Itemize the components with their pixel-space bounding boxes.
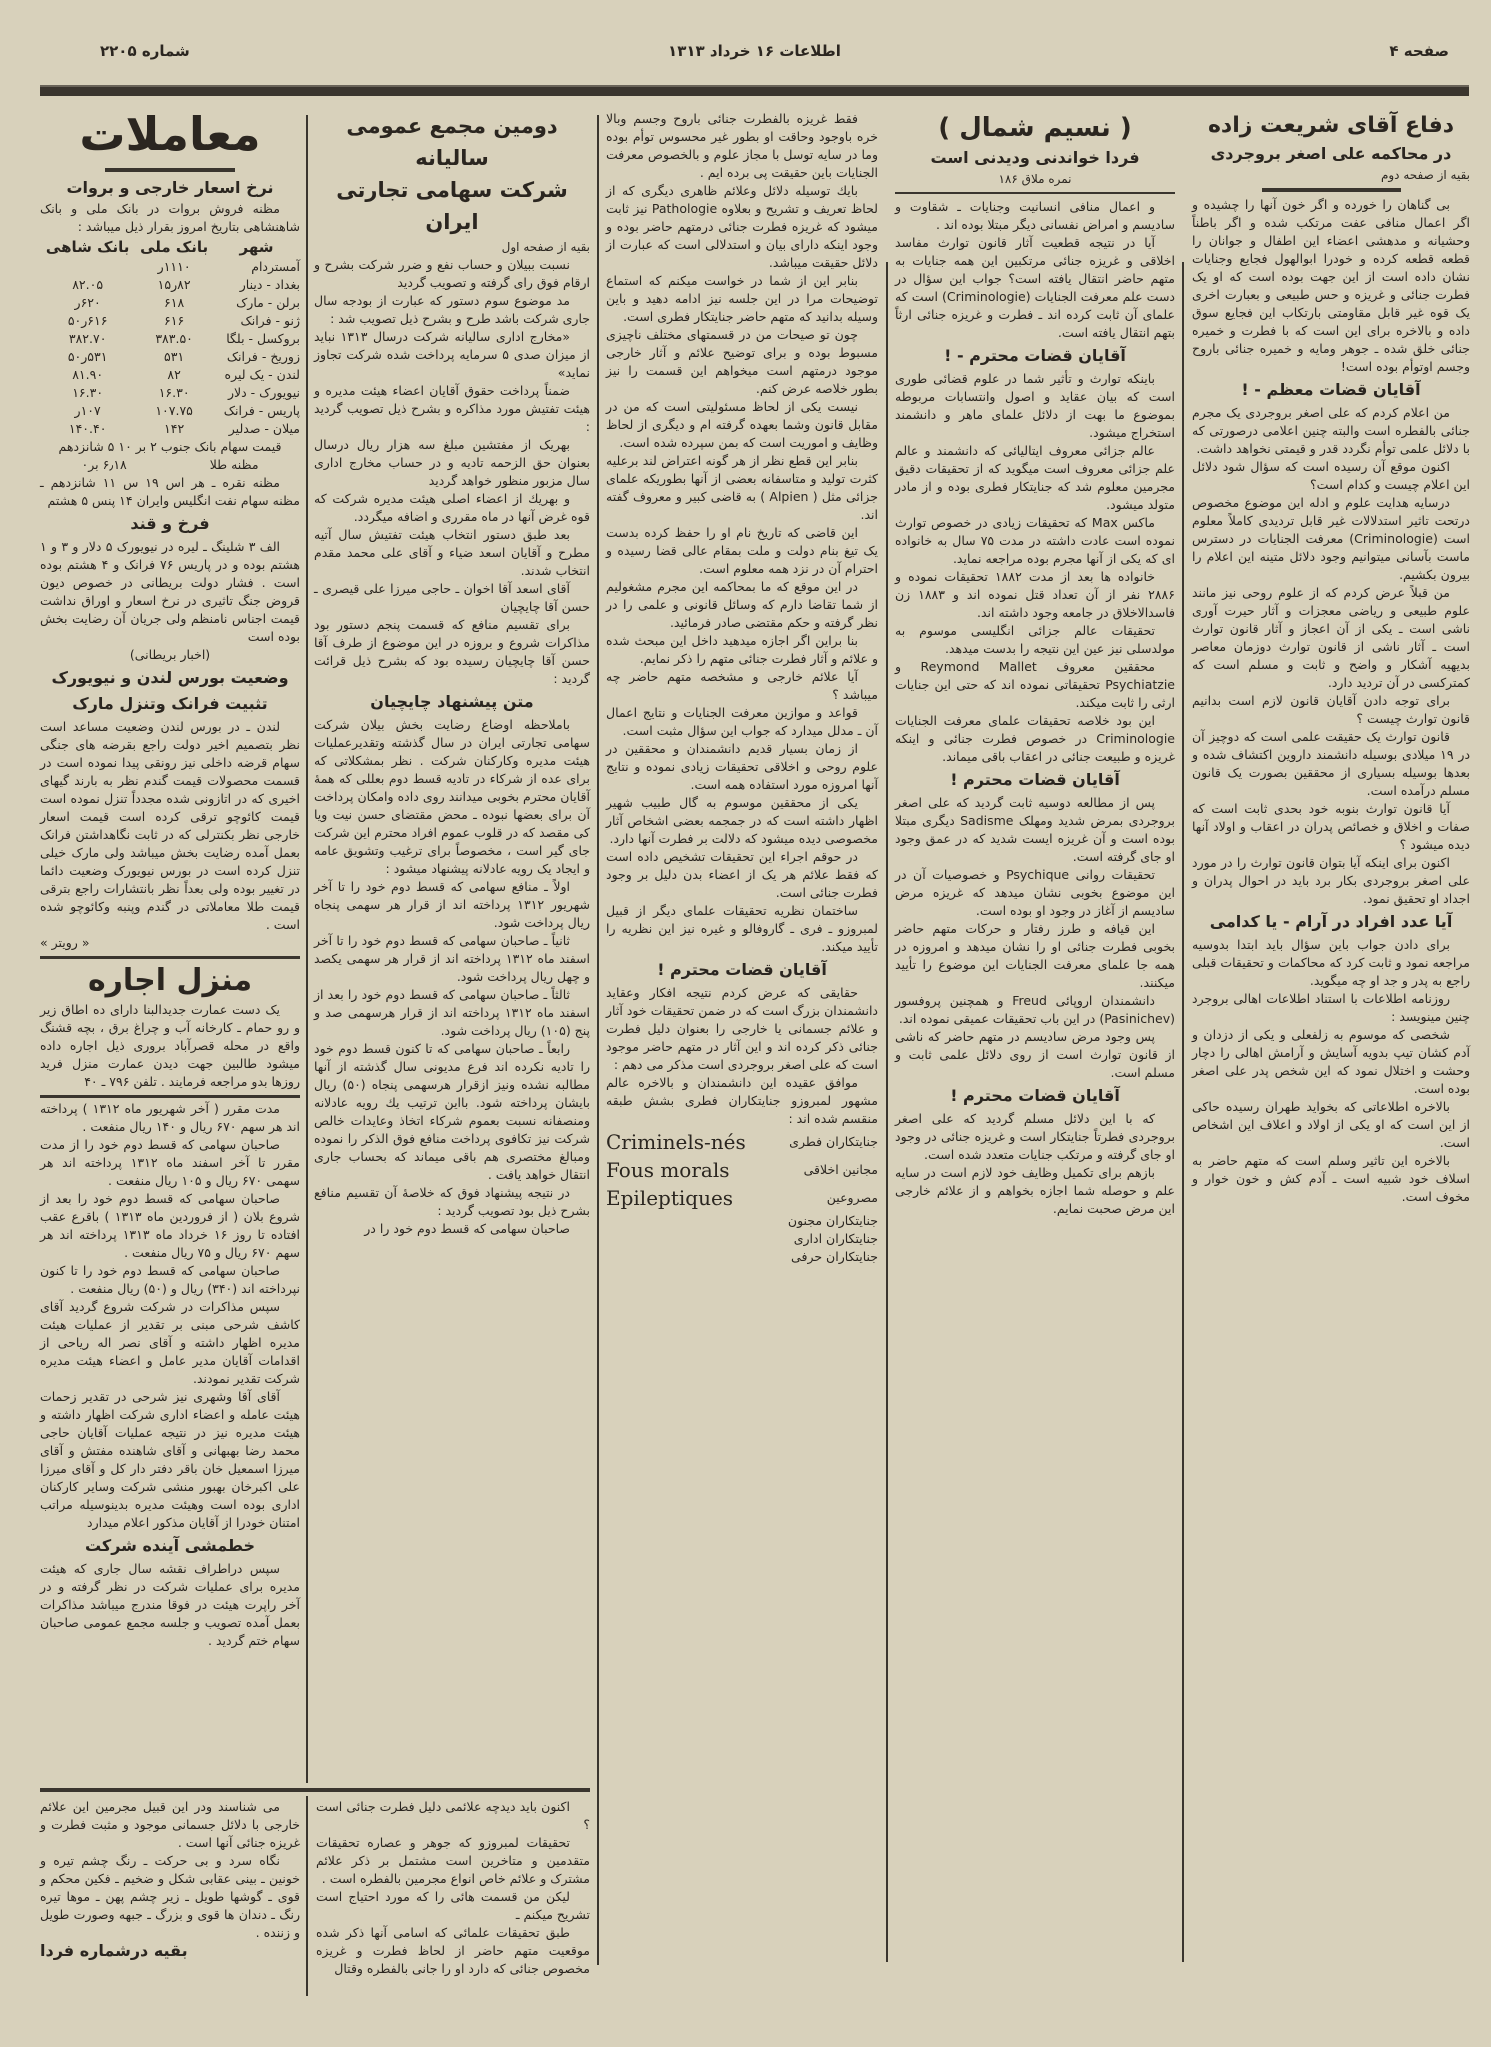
paragraph: سپس دراطراف نقشه سال جاری که هیئت مدیره برای عملیات شرکت در نظر گرفته و در آخر راپرت هیئت در فوقا مندرج میباشد مذاکرات بعمل آمده تصویب و جلسه مجمع عمومی صاحبان سهام ختم گردید .: [40, 1561, 300, 1648]
paragraph: این بود خلاصه تحقیقات علمای معرفت الجنایات Criminologie در خصوص فطرت جنائی و اینکه غریزه و طبیعت جنائی در اعقاب باقی میماند.: [895, 713, 1175, 764]
rate-bank-shahi: ۶۲۰ر: [74, 295, 101, 310]
news-source: « رویتر »: [40, 935, 90, 950]
paragraph: شخصی که موسوم به زلفعلی و یکی از دزدان و آدم کشان تیپ بدویه آسایش و آرامش اهالی را دچار وحشت و اختلال نمود که این شخص پدر علی اصغر بوده است.: [1192, 1027, 1470, 1096]
paragraph: قواعد و موازین معرفت الجنایات و نتایج اعمال آن ـ مدلل میدارد که جواب این سؤال مثبت است.: [606, 705, 878, 738]
paragraph: بالاخره این تاثیر وسلم است که متهم حاضر به اسلاف خود شبیه است ـ آدم کش و خون خوار و مخوف است.: [1192, 1153, 1470, 1204]
list-item: جنایتکاران حرفی: [791, 1249, 878, 1264]
paragraph: دانشمندان اروپائی Freud و همچنین پروفسور (Pasinichev) در این باب تحقیقات عمیقی نموده اند.: [895, 993, 1175, 1026]
continued-tomorrow: بقیه درشماره فردا: [40, 1941, 188, 1960]
subheading: تثبیت فرانک وتنزل مارک: [72, 694, 268, 713]
rate-bank-shahi: ۶۱۶ر۵۰: [67, 313, 108, 328]
defense-bottom-right: [316, 1798, 590, 1978]
table-row: [40, 348, 300, 366]
company-article: [314, 110, 590, 1238]
paragraph: اکنون موقع آن رسیده است که سؤال شود دلائل این اعلام چیست و کدام است؟: [1192, 459, 1470, 492]
rate-bank-melli: ۸۲: [167, 367, 181, 382]
rate-bank-shahi: ۸۲.۰۵: [72, 277, 104, 292]
paragraph: قانون توارث یک حقیقت علمی است که دوچیز آن در ۱۹ میلادی بوسیله دانشمند داروین اکتشاف شده و بعدها بوسیله بسیاری از محققین بصورت یک قانون مسلم درآمده است.: [1192, 729, 1471, 798]
rate-bank-melli: ۱۴۲: [164, 421, 185, 436]
subheading: وضعیت بورس لندن و نیویورک: [51, 668, 289, 687]
paragraph: صاحبان سهامی که قسط دوم خود را بعد از شروع بلان ( از فروردین ماه ۱۳۱۳ ) باقرع عقب افتاده تا روز ۱۶ خرداد ماه ۱۳۱۳ پرداخته اند هر سهم ۶۷۰ ریال و ۷۵ ریال منفعت .: [40, 1191, 300, 1260]
paragraph: الف ۳ شلینگ ـ لیره در نیویورک ۵ دلار و ۳ و ۱ هشتم بوده و در پاریس ۷۶ فرانک و ۴ هشتم بوده است . فشار دولت بریطانی در خصوص دیون قروض جنگ تاثیری در نرخ اسعار و اوراق نداشت قیمت اجناس نامنظم ولی جریان آن رضایت بخش بوده است: [40, 539, 300, 644]
column-divider: [306, 1796, 308, 1996]
rate-bank-melli: ۸۲ر۱۵: [157, 277, 191, 292]
column-header: بانک ملی: [140, 238, 209, 256]
rate-bank-melli: ۳۸۳.۵۰: [155, 331, 193, 346]
ad-title: منزل اجاره: [87, 963, 253, 998]
paragraph: صاحبان سهامی که قسط دوم خود را تا کنون نپرداخته اند (۳۴۰) ریال و (۵۰) ریال منفعت .: [40, 1263, 300, 1296]
paragraph: تحقیقات عالم جزائی انگلیسی موسوم به مولدسلی نیز عین این نتیجه را بدست میدهد.: [895, 623, 1175, 656]
paragraph: مد موضوع سوم دستور که عبارت از بودجه سال جاری شرکت باشد طرح و بشرح ذیل تصویب شد :: [314, 293, 590, 326]
paragraph: بنابر این قطع نظر از هر گونه اعتراض لند برعلیه کثرت تولید و متاسفانه بعضی از آنها بطوریکه علمای جزائی مثل ( Alpien ) به قاضی کبیر و معروف گفته اند.: [606, 453, 878, 522]
rate-bank-melli: ۶۱۶: [164, 313, 185, 328]
paragraph: بنابر این از شما در خواست میکنم که استماع توضیحات مرا در این جلسه نیز ادامه دهید و باین وسیله بدانید که متهم حاضر جنایتکار فطری است.: [606, 273, 878, 324]
paragraph: می شناسند ودر این قبیل مجرمین این علائم خارجی با دلائل جسمانی موجود و مثبت فطرت و غریزه جنائی آنها است .: [40, 1799, 300, 1850]
table-row: [40, 330, 300, 348]
paragraph: در نتیجه پیشنهاد فوق که خلاصهٔ آن تقسیم منافع بشرح ذیل بود تصویب گردید :: [314, 1185, 590, 1218]
table-row: [40, 384, 300, 402]
defense-article: [1192, 110, 1470, 1206]
paragraph: اکنون برای اینکه آیا بتوان قانون توارث را در مورد علی اصغر بروجردی بکار برد باید در احوال پدران و اجداد او تحقیق نمود.: [1192, 855, 1470, 906]
column-divider: [1182, 262, 1184, 1962]
subheading: آقایان قضات محترم - !: [944, 346, 1126, 365]
paragraph: من قبلاً عرض کردم که از علوم روحی نیز مانند علوم طبیعی و ریاضی معجزات و آثار حیرت آوری ناشی است ـ یکی از آن اعجاز و آثار قانون توارث است ـ آثار ناشی از قانون توارث دوزمان معاصر بدیهیه آشکار و واضح و ثابت و مسلم است که کمترکسی در آن تردید دارد.: [1192, 585, 1470, 690]
paragraph: باملاحظه اوضاع رضایت بخش بیلان شرکت سهامی تجارتی ایران در سال گذشته وتقدیرعملیات هیئت مدیره وکارکنان شرکت . نظر بمشکلاتی که برای عده از شرکاء در تادیه قسط دوم بعللی که همهٔ آقایان محترم بخوبی میدانند روی داده وامکان پرداخت آن برای بعضها نبوده ـ محض مقتضای حسن نیت ویا کی مقصد که در قلوب عموم افراد محترم این شرکت جای گیر است ، مخصوصاً برای ترغیب وتشویق عامه و ایجاد یک رویه عادلانه پیشنهاد میشود :: [314, 717, 590, 876]
table-row: [40, 402, 300, 420]
paragraph: «مخارج اداری سالیانه شرکت درسال ۱۳۱۳ نباید از میزان صدی ۵ سرمایه پرداخت شده شرکت تجاوز نماید»: [314, 329, 591, 380]
paragraph: نگاه سرد و بی حرکت ـ رنگ چشم تیره و خونین ـ بینی عقابی شکل و ضخیم ـ فکین محکم و قوی ـ گوشها طویل ـ زیر چشم پهن ـ موها تیره رنگ ـ دندان ها قوی و بزرگ ـ جبهه وصورت طویل و زننده .: [40, 1853, 300, 1940]
table-row: [40, 294, 300, 312]
rate-bank-melli: ۱۰۷.۷۵: [155, 403, 193, 418]
rate-city: آمستردام: [251, 259, 300, 274]
paragraph: خانواده ها بعد از مدت ۱۸۸۲ تحقیقات نموده و ۲۸۸۶ نفر از آن تعداد قتل نموده اند و ۱۸۸۳ زن فاسدالاخلاق در جامعه وجود داشته اند.: [895, 569, 1175, 620]
paragraph: لندن ـ در بورس لندن وضعیت مساعد است نظر بتصمیم اخیر دولت راجع بقرضه های جنگی سهام قرضه داخلی نیز رونقی پیدا نموده است در قسمت محصولات قیمت گندم نظر به بارند گیهای اخیری که در اتازونی شده مجدداً تنزل نموده است قیمت کائوچو ترقی کرده است قیمت اسعار خارجی نظر بکنترلی که در ثابت نگاهداشتن فرانک بعمل آمده رضایت بخش میباشد ولی مارک خیلی تنزل کرده است در بورس نیویورک وضعیت دائما در تغییر بوده ولی بعداً نظر بانتشارات راجع بترقی قیمت طلا معاملاتی در گندم وپنبه وکائوچو شده است .: [40, 719, 300, 932]
subheading: خطمشی آینده شرکت: [84, 1536, 256, 1555]
divider: [1262, 188, 1401, 192]
subheading: متن پیشنهاد چایچیان: [370, 692, 534, 711]
ad-title: ( نسیم شمال ): [938, 113, 1132, 143]
rate-city: بغداد - دینار: [239, 277, 300, 292]
rate-bank-melli: ۵۳۱: [164, 349, 185, 364]
paragraph: و اعمال منافی انسانیت وجنایات ـ شقاوت و سادیسم و امراض نفسانی دیگر مبتلا بوده اند .: [895, 199, 1175, 232]
subheading: آیا عدد افراد در آرام - یا کدامی: [1209, 912, 1453, 931]
list-item: جنایتکاران اداری: [793, 1231, 878, 1246]
paragraph: تحقیقات روانی Psychique و خصوصیات آن در این موضوع بخوبی نشان میدهد که غریزه مرض سادیسم از آغاز در وجود او بوده است.: [895, 867, 1175, 918]
paragraph: موافق عقیده این دانشمندان و بالاخره عالم مشهور لمبروزو جنایتکاران فطری بشش طبقه منقسم شده اند :: [606, 1075, 878, 1126]
paragraph: آیا علائم خارجی و مشخصه متهم حاضر چه میباشد ؟: [606, 669, 878, 702]
ad-subtitle: فردا خواندنی ودیدنی است: [930, 148, 1140, 167]
paragraph: پس از مطالعه دوسیه ثابت گردید که علی اصغر بروجردی بمرض شدید ومهلک Sadisme دیگری مبتلا بوده است و آن غریزه ایست شدید که در عمق وجود او جای گرفته است.: [895, 795, 1175, 864]
section-rule: [40, 1788, 590, 1792]
list-item: جنایتکاران مجنون: [787, 1213, 878, 1228]
column-divider: [306, 115, 308, 1783]
paragraph: از زمان بسیار قدیم دانشمندان و محققین در علوم روحی و اخلاقی تحقیقات زیادی نموده و نتایج آنها امروزه مورد استفاده همه است.: [606, 741, 878, 792]
rent-ad: [40, 956, 300, 1091]
rate-bank-melli: ۱۱۱۰ر: [157, 259, 191, 274]
paragraph: که با این دلائل مسلم گردید که علی اصغر بروجردی فطرتاً جنایتکار است و غریزه جنائی در وجود او جای گرفته و مرتکب جنایات متعدد شده است.: [895, 1111, 1175, 1162]
table-row: [40, 366, 300, 384]
paragraph: بعد طبق دستور انتخاب هیئت تفتیش سال آتیه مطرح و آقایان اسعد ضیاء و آقای علی محمد مقدم انتخاب شدند.: [314, 527, 590, 578]
paragraph: ثالثاً ـ صاحبان سهامی که قسط دوم خود را بعد از اسفند ماه ۱۳۱۲ پرداخته اند از قرار هرسهمی صد و پنج (۱۰۵) ریال پرداخت شود.: [314, 987, 590, 1038]
paragraph: صاحبان سهامی که قسط دوم خود را در: [364, 1221, 570, 1236]
paragraph: برای تقسیم منافع که قسمت پنجم دستور بود مذاکرات شروع و بروزه در این موضوع از طرف آقا حسن آقا چایچیان رسیده بود که بشرح ذیل قرائت گردید :: [314, 617, 590, 686]
rate-bank-shahi: ۸۱.۹۰: [72, 367, 104, 382]
rate-bank-melli: ۱۶.۳۰: [158, 385, 190, 400]
paragraph: رابعاً ـ صاحبان سهامی که تا کنون قسط دوم خود را تادیه نکرده اند فرع مدیونی سال گذشته از آنها مطالبه نشده ونیز ازقرار هرسهمی پنجاه (۵۰) ریال بایشان پرداخته شود. بااین ترتیب یك رویه عادلانه ومنصفانه نسبت بعموم شرکاء اتخاذ وعایدات خالص شرکت نیز تکافوی پرداخت منافع فوق الذکر را نموده ومبالغ مختصری هم باقی میماند که بحساب جاری انتقال خواهد یافت .: [314, 1041, 590, 1182]
article-title: دومین مجمع عمومی سالیانه: [346, 114, 558, 170]
table-row: [40, 276, 300, 294]
paragraph: سپس مذاکرات در شرکت شروع گردید آقای کاشف شرحی مبنی بر تقدیر از عملیات هیئت مدیره اظهار داشته و آقای نصر اله ریاحی از اقدامات آقایان مدیر عامل و اعضاء هیئت مدیره شرکت تقدیر نمودند.: [40, 1299, 300, 1386]
divider: [105, 168, 235, 172]
subheading: آقایان قضات معظم - !: [1241, 380, 1421, 399]
paragraph: در این موقع که ما بمحاکمه این مجرم مشغولیم از شما تقاضا دارم که وسائل قانونی و علمی را در نظر گرفته و حکم مقتضی صادر فرمائید.: [606, 579, 878, 630]
continued-note: بقیه از صفحه دوم: [1380, 168, 1470, 182]
paragraph: نیست یکی از لحاظ مسئولیتی است که من در مقابل قانون وشما بعهده گرفته ام و دیگری از لحاظ وظایف و اموریت است که بمن سپرده شده است.: [606, 399, 878, 450]
paragraph: برای دادن جواب باین سؤال باید ابتدا بدوسیه مراجعه نمود و ثابت کرد که محاکمات و تحقیقات قبلی راجع به پدر و جد او چه میگوید.: [1192, 937, 1470, 988]
subheading: آقایان قضات محترم !: [657, 960, 827, 979]
page-number: صفحه ۴: [1389, 42, 1449, 60]
paragraph: چون تو صیحات من در قسمتهای مختلف ناچیزی مسبوط بوده و برای توضیح علائم و آثار خارجی موجود درمتهم است میخواهم این قسمت را نیز بطور خلاصه عرض کنم.: [606, 327, 878, 396]
rates-intro: مظنه فروش بروات در بانک ملی و بانک شاهنشاهی بتاریخ امروز بقرار ذیل میباشد :: [40, 201, 300, 234]
paragraph: فقط غریزه بالفطرت جنائی باروح وجسم وبالا خره باوجود وحاقت او بطور غیر محسوس توأم بوده وما در سایه توسل با مجاز علوم و بالخصوص معرفت الجنایات باین حقیقت پی برده ایم .: [606, 111, 878, 180]
column-header: شهر: [239, 238, 274, 256]
paragraph: یکی از محققین موسوم به گال طبیب شهیر اظهار داشته است که در جمجمه بعضی اشخاص آثار مخصوصی دیده میشود که دلالت بر فطرت آنها دارد.: [606, 795, 878, 846]
list-item: جنایتکاران فطری Criminels-nés: [606, 1130, 878, 1154]
defense-bottom-left: [40, 1798, 300, 1960]
paragraph: من اعلام کردم که علی اصغر بروجردی یک مجرم جنائی بالفطره است والبته چنین اعلامی درصورتی که با دلائل علمی توأم نگردد قدر و قیمتی نخواهد داشت.: [1192, 405, 1470, 456]
header-rule: [40, 85, 1469, 96]
article-title-2: شرکت سهامی تجارتی ایران: [336, 178, 568, 234]
rate-bank-shahi: ۱۰۷ر: [74, 403, 101, 418]
gold-price: مظنه طلا ۶٫۱۸ بر۰: [81, 457, 259, 472]
paragraph: محققین معروف Reymond Mallet و Psychiatzie تحقیقاتی نموده اند که حتی این جنایات ارثی را ثابت میکند.: [895, 659, 1175, 710]
paragraph: حقایقی که عرض کردم نتیجه افکار وعقاید دانشمندان بزرگ است که در ضمن تحقیقات خود آثار و علائم جسمانی یا خارجی را بعنوان دلیل فطرت جنائی ذکر کرده اند و این آثار در متهم حاضر موجود است که علی اصغر بروجردی است مذکر می دهم :: [606, 985, 878, 1072]
table-row: [40, 258, 300, 276]
table-row: [40, 312, 300, 330]
paragraph: مدت مقرر ( آخر شهریور ماه ۱۳۱۲ ) پرداخته اند هر سهم ۶۷۰ ریال و ۱۴۰ ریال منفعت .: [40, 1101, 300, 1134]
rate-bank-shahi: ۱۴۰.۴۰: [68, 421, 107, 436]
paragraph: طبق تحقیقات علمائی که اسامی آنها ذکر شده موقعیت متهم حاضر از لحاظ فطرت و غریزه مخصوص جنائی که دارد او را جانی بالفطره وقتال: [316, 1925, 590, 1976]
subheading: آقایان قضات محترم !: [950, 1086, 1120, 1105]
paragraph: مظنه نقره ـ هر اس ۱۹ س ۱۱ شانزدهم ـ مظنه سهام نفت انگلیس وایران ۱۴ پنس ۵ هشتم: [40, 475, 300, 508]
paragraph: ساختمان نظریه تحقیقات علمای دیگر از قبیل لمبروزو ـ فری ـ گاروفالو و غیره نیز این نظریه را تأیید میکند.: [606, 903, 878, 954]
paragraph: پس وجود مرض سادیسم در متهم حاضر که ناشی از قانون توارث است از روی دلائل علمی ثابت و مسلم است.: [895, 1029, 1175, 1080]
rate-bank-shahi: [40, 258, 135, 276]
paragraph: بهریک از مفتشین مبلغ سه هزار ریال درسال بعنوان حق الزحمه تادیه و در حساب مخارج اداری سال مزبور منظور خواهد گردید: [314, 437, 590, 488]
paragraph: این قاضی که تاریخ نام او را حفظ کرده بدست یک تیغ بنام دولت و ملت بمقام عالی قضا رسیده و احترام آن در نزد همه معلوم است.: [606, 525, 878, 576]
subheading: فرخ و قند: [130, 514, 210, 533]
rate-city: ژنو - فرانک: [240, 313, 300, 328]
list-item: مجانین اخلاقی Fous morals: [606, 1158, 878, 1182]
rate-bank-melli: ۶۱۸: [164, 295, 185, 310]
paragraph: اولاً ـ منافع سهامی که قسط دوم خود را تا آخر شهریور ۱۳۱۲ پرداخته اند از قرار هر سهمی پنجاه ریال پرداخت شود.: [314, 879, 590, 930]
paragraph: صاحبان سهامی که قسط دوم خود را از مدت مقرر تا آخر اسفند ماه ۱۳۱۲ پرداخته اند هر سهمی ۶۷۰ ریال و ۱۰۵ ریال منفعت .: [40, 1137, 300, 1188]
issue-date: اطلاعات ۱۶ خرداد ۱۳۱۳: [668, 42, 841, 60]
criminal-classes-list: [606, 1128, 878, 1266]
paragraph: اکنون باید دیدچه علائمی دلیل فطرت جنائی است ؟: [316, 1799, 590, 1832]
paragraph: این قیافه و طرز رفتار و حرکات متهم حاضر بخوبی فطرت جنائی او را نشان میدهد و امروزه در همه جا علمای معرفت الجنایات این موضوع را تأیید میکنند.: [895, 921, 1175, 990]
paragraph: روزنامه اطلاعات با استناد اطلاعات اهالی بروجرد چنین مینویسد :: [1192, 991, 1470, 1024]
rates-title: نرخ اسعار خارجی و بروات: [66, 178, 274, 197]
paragraph: بالاخره اطلاعاتی که بخواید طهران رسیده حاکی از این است که او یکی از اولاد و اعلاف این اشخاص است.: [1192, 1099, 1470, 1150]
paragraph: لیکن من قسمت هائی را که مورد احتیاج است تشریح میکنم ـ: [316, 1889, 590, 1922]
news-source: (اخبار بریطانی): [129, 647, 211, 662]
paragraph: و بهریك از اعضاء اصلی هیئت مدیره شرکت که قوه غرض آنها در ماه مقرری و اضافه میگردد.: [314, 491, 590, 524]
paragraph: نسبت ببیلان و حساب نفع و ضرر شرکت بشرح و ارقام فوق رای گرفته و تصویب گردید: [314, 257, 590, 290]
nasim-column: [895, 110, 1175, 1218]
article-subtitle: در محاکمه علی اصغر بروجردی: [1210, 144, 1452, 163]
paragraph: آیا قانون توارث بنوبه خود بحدی ثابت است که صفات و اخلاق و خصائص پدران در اعقاب و اولاد آنها دیده میشود ؟: [1192, 801, 1470, 852]
ad-text: یک دست عمارت جدیدالبنا دارای ده اطاق زیر و رو حمام ـ کارخانه آب و چراغ برق ، بچه قشنگ واقع در محله قصرآباد بروری ذیل اجاره داده میشود طالبین جهت دیدن عمارت منزل فرید روزها بدو مراجعه فرمایند . تلفن ۷۹۶ ـ ۴۰: [40, 1002, 300, 1089]
rate-city: بروکسل - بلگا: [226, 331, 300, 346]
paragraph: باینکه توارث و تأثیر شما در علوم قضائی طوری است که بیان عقاید و اصول وانتسابات مربوطه بموضوع ما بهت از دلائل علمای ماهر و دانشمند استخراج میشود.: [895, 371, 1175, 440]
paragraph: ثانیاً ـ صاحبان سهامی که قسط دوم خود را تا آخر اسفند ماه ۱۳۱۲ پرداخته اند از قرار هر سهمی یکصد و چهل ریال پرداخت شود.: [314, 933, 590, 984]
paragraph: آقای اسعد آقا اخوان ـ حاجی میرزا علی قیصری ـ حسن آقا چایچیان: [314, 581, 590, 614]
rate-city: پاریس - فرانک: [223, 403, 300, 418]
section-title: معاملات: [79, 107, 261, 161]
rate-city: برلن - مارک: [236, 295, 300, 310]
paragraph: بنا براین اگر اجازه میدهید داخل این مبحث شده و علائم و آثار فطرت جنائی متهم را ذکر نمایم.: [606, 633, 878, 666]
column-header: بانک شاهی: [45, 238, 130, 256]
divider: [895, 192, 1175, 194]
paragraph: عالم جزائی معروف ایتالیائی که دانشمند و عالم علم جزائی معروف است میگوید که از تحقیقات دقیق مجرمین معلوم شد که جنایتکار فطری بوده و از مادر متولد میشود.: [895, 443, 1175, 512]
company-continued: [40, 1095, 300, 1650]
page-header: [40, 40, 1469, 96]
paragraph: ماکس Max که تحقیقات زیادی در خصوص توارث نموده است عادت داشته در مدت ۷۵ سال به خانواده ای که یکی از آنها مجرم بوده مراجعه نماید.: [895, 515, 1175, 566]
rate-bank-shahi: ۵۳۱ر۵۰: [67, 349, 108, 364]
continued-note: بقیه از صفحه اول: [501, 240, 590, 254]
paragraph: بایك توسیله دلائل وعلائم ظاهری دیگری که از لحاظ تعریف و تشریح و بعلاوه Pathologie نیز ثابت میشود که غریزه فطرت جنائی درمتهم حاضر بوده و وجود اینکه دارای بیان و استدلالی است که عبارت از دلائل حقیقت میباشد.: [606, 183, 878, 270]
rate-city: میلان - صدلیر: [228, 421, 300, 436]
column-divider: [597, 115, 599, 1965]
rate-city: لندن - یک لیره: [224, 367, 300, 382]
column-divider: [886, 262, 888, 1962]
paragraph: درسایه هدایت علوم و ادله این موضوع مخصوص درتحت تاثیر استدلالات غیر قابل تردیدی کاملاً معلوم است (Criminologie) معرفت الجنایات در دسترس ماست بآسانی میتوانیم وجود دلائل متینه این اعلام را بیرون بکشیم.: [1192, 495, 1470, 582]
paragraph: تحقیقات لمبروزو که جوهر و عصاره تحقیقات متقدمین و متاخرین است مشتمل بر ذکر علائم مشترک و علائم خاص انواع مجرمین بالفطره است .: [316, 1835, 590, 1886]
paragraph: برای توجه دادن آقایان قانون لازم است بدانیم قانون توارث چیست ؟: [1192, 693, 1470, 726]
article-title: دفاع آقای شریعت زاده: [1207, 113, 1455, 138]
subheading: آقایان قضات محترم !: [950, 770, 1120, 789]
exchange-rates-table: [40, 236, 300, 438]
paragraph: ضمناً پرداخت حقوق آقایان اعضاء هیئت مدیره و هیئت تفتیش مورد مذاکره و بشرح ذیل تصویب گردید :: [314, 383, 590, 434]
paragraph: آقای آقا وشهری نیز شرحی در تقدیر زحمات هیئت عامله و اعضاء اداری شرکت اظهار داشته و هیئت مدیره نیز در نتیجه عملیات آقایان حاجی محمد رضا بهبهانی و آقای شاهنده مفتش و آقای میرزا اسمعیل خان باقر دفتر دار کل و آقای میرزا علی اکبرخان بهبور منشی شرکت وسایر کارکنان اداری بوده است وهیئت مدیره بدینوسیله مراتب امتنان خودرا از آقایان مذکور اعلام میدارد: [40, 1389, 300, 1530]
defense-continued-column: [606, 110, 878, 1266]
rate-city: زوریخ - فرانک: [226, 349, 300, 364]
rate-bank-shahi: ۳۸۲.۷۰: [68, 331, 107, 346]
issue-number: شماره ۲۲۰۵: [100, 42, 190, 60]
transactions-column: [40, 104, 300, 1650]
shares-price: قیمت سهام بانک جنوب ۲ بر ۱۰ ۵ شانزدهم: [58, 439, 282, 454]
paragraph: بازهم برای تکمیل وظایف خود لازم است در سایه علم و حوصله شما اجازه بخواهم و از علائم خارجی این مرض صحبت نمایم.: [895, 1165, 1175, 1216]
paragraph: بی گناهان را خورده و اگر خون آنها را چشیده و اگر اعمال منافی عفت مرتکب شده و اگر باطناً وحشیانه و مدهشی اعضاء این اطفال و جوانان را قطعه قطعه کرده و خودرا ابوالهول فجایع وجنایات نشان داده است از این جهت بوده است که او یک فطرت جنائی و غریزه و حس طبیعی و بعبارت اخری یک قوه غیر قابل مقاومتی بارتکاب این فجایع سوق داده و بالاخره برای این است که با فطرت و خمیره جنائی خلق شده ـ جوهر ومایه و خمیره جنائی باروح وجسم اوتوأم بوده است!: [1192, 197, 1470, 374]
rate-city: نیویورک - دلار: [227, 385, 300, 400]
paragraph: آیا در نتیجه قطعیت آثار قانون توارث مفاسد اخلاقی و غریزه جنائی مرتکبین این همه جنایات به متهم حاضر انتقال یافته است؟ جواب این سؤال در دست علم معرفت الجنایات (Criminologie) است که علمای آن ثابت کرده اند ـ فطرت و غریزه جنائی ارثاً بتهم انتقال یافته است.: [895, 235, 1175, 340]
paragraph: در حوقم اجراء این تحقیقات تشخیص داده است که فقط علائم هر یک از اعضاء بدن دلیل بر وجود فطرت جنائی است.: [606, 849, 878, 900]
rate-bank-shahi: ۱۶.۳۰: [72, 385, 104, 400]
table-row: [40, 420, 300, 438]
ad-number: نمره ملاق ۱۸۶: [998, 172, 1072, 186]
list-item: مصروعین Epileptiques: [606, 1186, 878, 1210]
